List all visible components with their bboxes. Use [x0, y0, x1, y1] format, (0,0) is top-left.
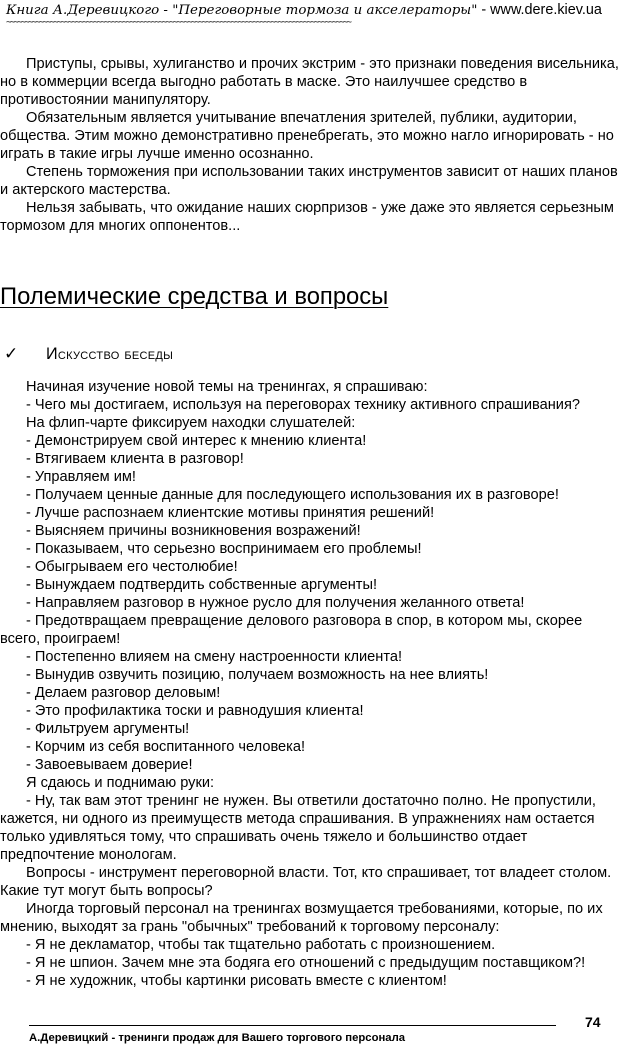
list-item: - Фильтруем аргументы! — [26, 721, 190, 737]
page-number: 74 — [585, 1014, 601, 1030]
text-line: Я сдаюсь и поднимаю руки: — [26, 775, 215, 791]
list-item: - Делаем разговор деловым! — [26, 685, 221, 701]
footer-divider — [29, 1025, 556, 1026]
list-item: - Я не декламатор, чтобы так тщательно работать с произношением. — [26, 937, 496, 953]
list-item: - Показываем, что серьезно воспринимаем его проблемы! — [26, 541, 422, 557]
list-item: - Демонстрируем свой интерес к мнению клиента! — [26, 433, 367, 449]
closing-paragraph: Вопросы - инструмент переговорной власти. Тот, кто спрашивает, тот владеет столом. Какие тут могут быть вопросы? — [0, 865, 612, 899]
list-item: - Лучше распознаем клиентские мотивы принятия решений! — [26, 505, 435, 521]
footer-text: А.Деревицкий - тренинги продаж для Вашего торгового персонала — [29, 1032, 406, 1044]
intro-paragraph: Обязательным является учитывание впечатления зрителей, публики, аудитории, общества. Этим можно демонстративно пренебрегать, это можно нагло игнорировать - но играть в такие игры лучше именно осознанно. — [0, 110, 614, 162]
section-title: Полемические средства и вопросы — [0, 283, 389, 310]
list-item: - Втягиваем клиента в разговор! — [26, 451, 244, 467]
list-item: - Постепенно влияем на смену настроенности клиента! — [26, 649, 403, 665]
header-site-link[interactable]: www.dere.kiev.ua — [490, 2, 602, 18]
text-line: На флип-чарте фиксируем находки слушателей: — [26, 415, 356, 431]
list-item: - Вынудив озвучить позицию, получаем возможность на нее влиять! — [26, 667, 489, 683]
subsection-heading — [4, 343, 174, 367]
list-item: - Завоевываем доверие! — [26, 757, 193, 773]
header-separator: - — [477, 2, 491, 18]
list-item: - Корчим из себя воспитанного человека! — [26, 739, 306, 755]
main-block — [0, 378, 620, 990]
intro-block — [0, 55, 620, 235]
intro-paragraph: Приступы, срывы, хулиганство и прочих экстрим - это признаки поведения висельника, но в коммерции всегда выгодно работать в маске. Это наилучшее средство в противостоянии манипулятору. — [0, 56, 619, 108]
list-item: - Это профилактика тоски и равнодушия клиента! — [26, 703, 364, 719]
header-tilde-rule: ~~~~~~~~~~~~~~~~~~~~~~~~~~~~~~~~~~~~~~~~~~~~~~~~~~~~~~~~~~~~~~~~~~~~~~~~~~~~~~~~~~~~~~~~~~~~~~~ — [6, 18, 350, 28]
check-icon: ✓ — [4, 344, 19, 363]
closing-paragraph: Иногда торговый персонал на тренингах возмущается требованиями, которые, по их мнению, выходят за грань "обычных" требований к торговому персоналу: — [0, 901, 603, 935]
list-item: - Управляем им! — [26, 469, 136, 485]
list-item: - Вынуждаем подтвердить собственные аргументы! — [26, 577, 378, 593]
text-line: - Чего мы достигаем, используя на переговорах технику активного спрашивания? — [26, 397, 580, 413]
list-item: - Обыгрываем его честолюбие! — [26, 559, 238, 575]
closing-paragraph: - Ну, так вам этот тренинг не нужен. Вы ответили достаточно полно. Не пропустили, кажется, ни одного из преимуществ метода спрашивания. В упражнениях нам остается только удивляться тому, что спрашивать очень тяжело и большинство отдает предпочтение монологам. — [0, 793, 596, 863]
intro-paragraph: Степень торможения при использовании таких инструментов зависит от наших планов и актерского мастерства. — [0, 164, 618, 198]
header-book-title: Книга А.Деревицкого - "Переговорные тормоза и акселераторы" — [6, 3, 478, 18]
running-header — [6, 1, 614, 28]
list-item: - Предотвращаем превращение делового разговора в спор, в котором мы, скорее всего, проиграем! — [0, 613, 583, 647]
list-item: - Я не шпион. Зачем мне эта бодяга его отношений с предыдущим поставщиком?! — [26, 955, 586, 971]
intro-paragraph: Нельзя забывать, что ожидание наших сюрпризов - уже даже это является серьезным тормозом для многих оппонентов... — [0, 200, 614, 234]
list-item: - Направляем разговор в нужное русло для получения желанного ответа! — [26, 595, 525, 611]
list-item: - Получаем ценные данные для последующего использования их в разговоре! — [26, 487, 559, 503]
list-item: - Я не художник, чтобы картинки рисовать вместе с клиентом! — [26, 973, 447, 989]
list-item: - Выясняем причины возникновения возражений! — [26, 523, 361, 539]
subsection-title: Искусство беседы — [46, 345, 174, 363]
text-line: Начиная изучение новой темы на тренингах, я спрашиваю: — [26, 379, 428, 395]
